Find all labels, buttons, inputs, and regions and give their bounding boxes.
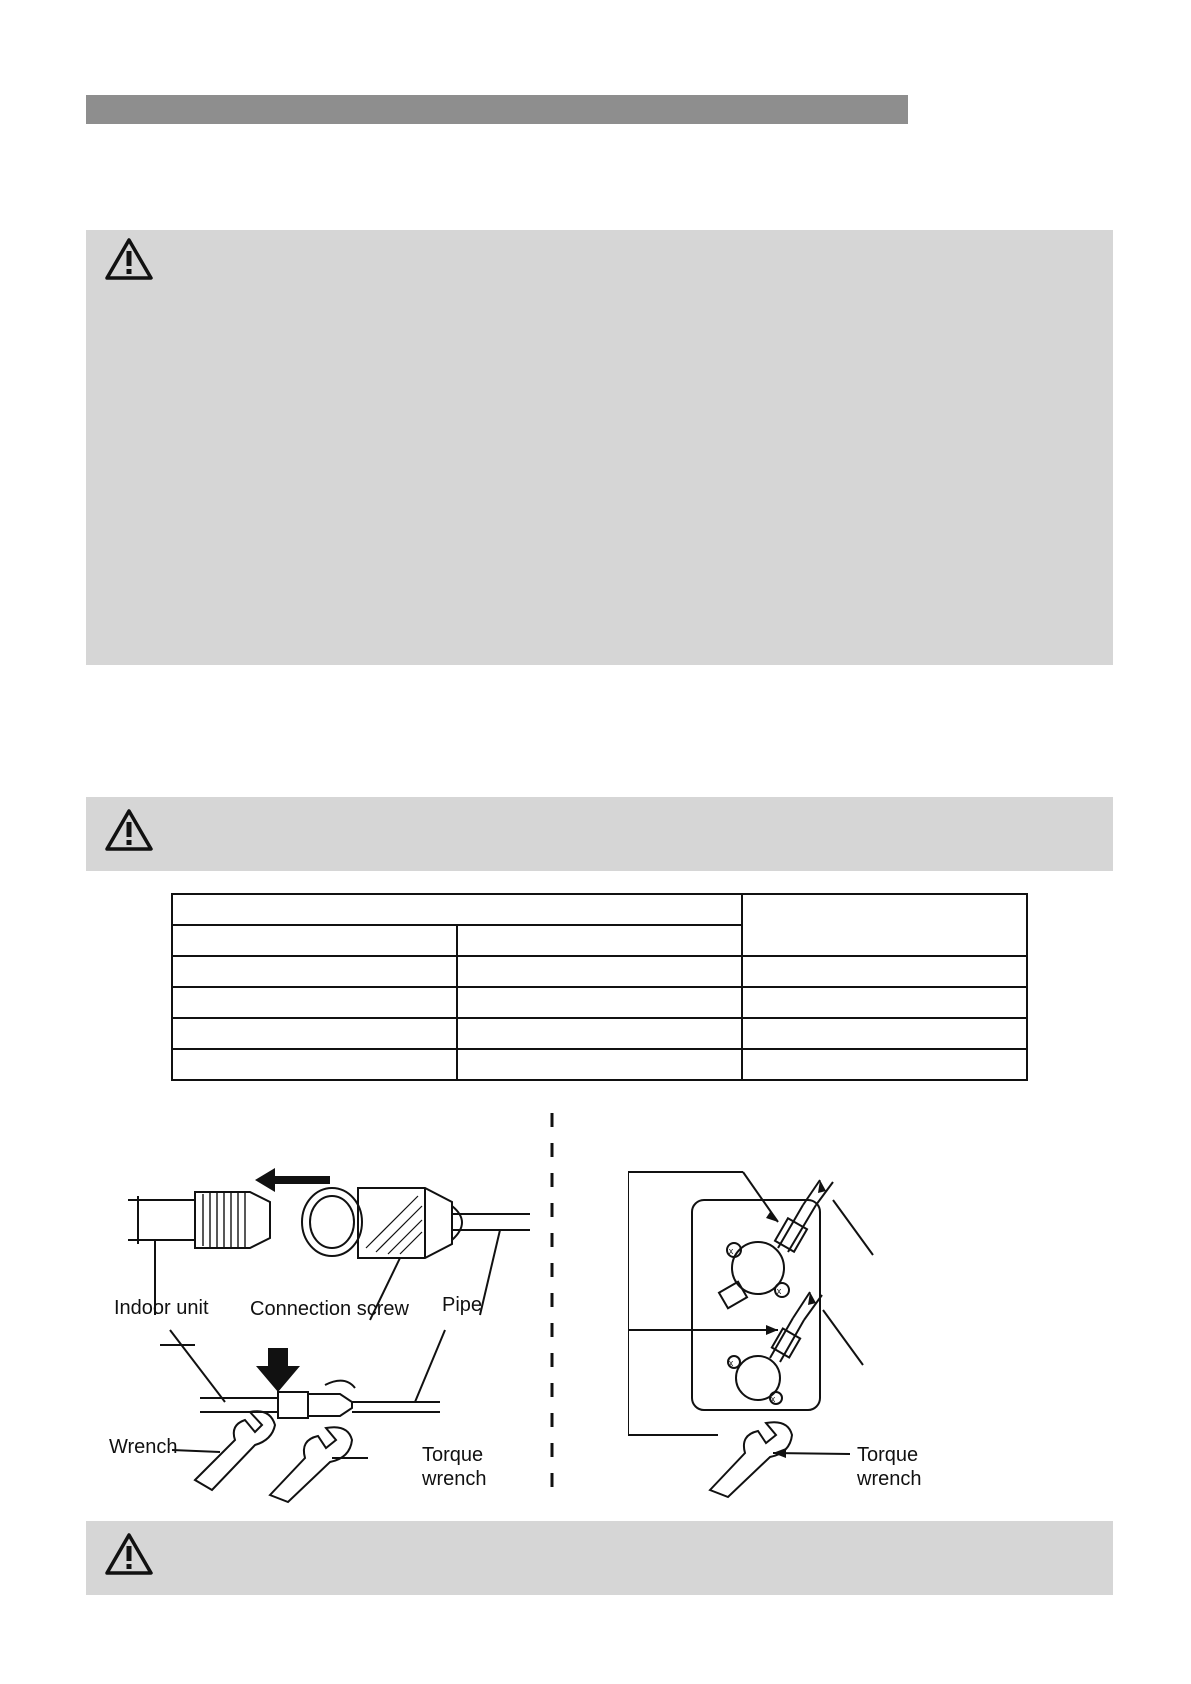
table-cell [172, 1018, 457, 1049]
warning-triangle-icon [104, 808, 154, 852]
label-wrench: Wrench [109, 1436, 178, 1458]
dashed-divider [548, 1113, 556, 1503]
svg-text:x: x [728, 1246, 734, 1256]
warning-triangle-icon [104, 1532, 154, 1576]
table-cell [742, 1018, 1027, 1049]
svg-text:x: x [728, 1358, 734, 1368]
torque-table [171, 893, 1028, 1081]
table-cell [172, 925, 457, 956]
warning-triangle-icon [104, 237, 154, 281]
table-row [172, 1049, 1027, 1080]
table-cell [742, 956, 1027, 987]
table-row [172, 1018, 1027, 1049]
label-pipe: Pipe [442, 1294, 483, 1316]
warning-panel-3 [86, 1521, 1113, 1595]
svg-text:x: x [770, 1394, 776, 1404]
table-row [172, 894, 1027, 925]
table-cell [457, 1049, 742, 1080]
table-cell [457, 987, 742, 1018]
table-cell [172, 1049, 457, 1080]
label-torque-wrench-right-1: Torque [857, 1444, 919, 1466]
label-torque-wrench-left-1: Torque [422, 1444, 484, 1466]
label-connection-screw: Connection screw [250, 1298, 409, 1320]
section-header-bar [86, 95, 908, 124]
table-cell [172, 956, 457, 987]
warning-panel-2 [86, 797, 1113, 871]
table-cell [457, 925, 742, 956]
table-cell [742, 894, 1027, 956]
table-cell [742, 987, 1027, 1018]
label-torque-wrench-right-2: wrench [857, 1468, 922, 1490]
label-torque-wrench-left-2: wrench [422, 1468, 487, 1490]
table-cell [172, 894, 742, 925]
table-cell [172, 987, 457, 1018]
table-row [172, 987, 1027, 1018]
table-row [172, 956, 1027, 987]
svg-text:x: x [776, 1286, 782, 1296]
label-indoor-unit: Indoor unit [114, 1297, 209, 1319]
table-cell [457, 956, 742, 987]
warning-panel-1 [86, 230, 1113, 665]
table-cell [742, 1049, 1027, 1080]
table-cell [457, 1018, 742, 1049]
